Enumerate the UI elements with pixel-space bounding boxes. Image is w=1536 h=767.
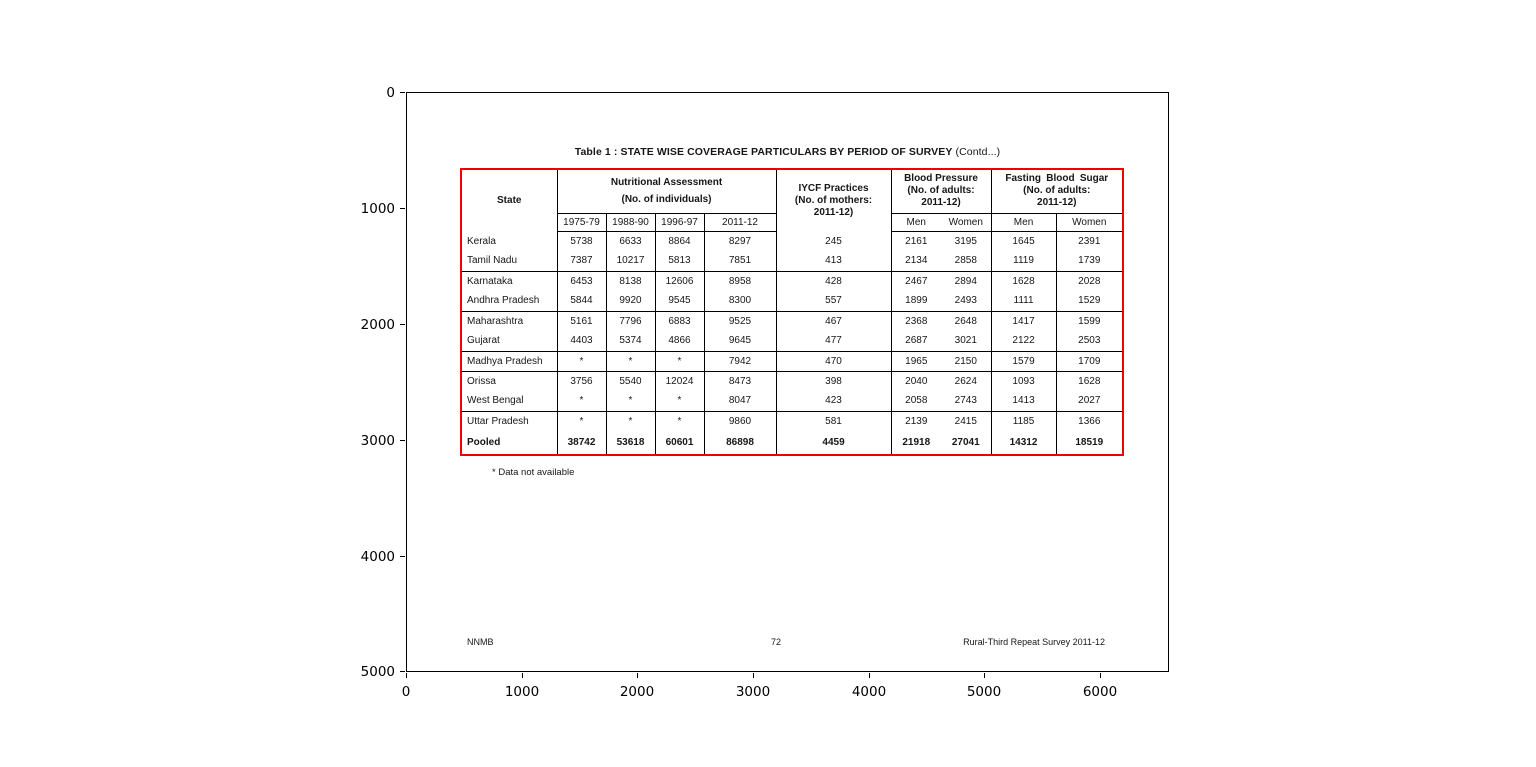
- cell-value: 7851: [704, 251, 776, 271]
- header-iycf: [776, 169, 891, 231]
- cell-value: 581: [776, 411, 891, 431]
- cell-value: 423: [776, 391, 891, 411]
- table-row: [461, 311, 1123, 331]
- y-tick-label: 4000: [360, 549, 395, 565]
- cell-value: 2150: [941, 351, 991, 371]
- cell-value: *: [655, 351, 704, 371]
- cell-value: *: [606, 411, 655, 431]
- header-na-line2: (No. of individuals): [621, 193, 712, 205]
- table-row: [461, 431, 1123, 455]
- x-tick-mark: [637, 673, 638, 678]
- cell-value: *: [606, 351, 655, 371]
- y-tick-mark: [400, 440, 405, 441]
- table-row: [461, 291, 1123, 311]
- cell-value: 7387: [557, 251, 606, 271]
- cell-value: 1965: [891, 351, 941, 371]
- header-blood-pressure: [891, 169, 991, 213]
- document-title-contd: (Contd...): [955, 146, 1001, 158]
- footer-org: NNMB: [467, 637, 494, 647]
- header-iycf-line1: IYCF Practices: [798, 182, 869, 194]
- cell-value: 2028: [1056, 271, 1123, 291]
- cell-value: 8138: [606, 271, 655, 291]
- cell-value: 10217: [606, 251, 655, 271]
- cell-value: 8297: [704, 231, 776, 251]
- footnote: * Data not available: [492, 467, 575, 478]
- footer-page-number: 72: [770, 637, 781, 647]
- header-year-1988-90: 1988-90: [606, 213, 655, 231]
- cell-value: 5844: [557, 291, 606, 311]
- cell-value: 1413: [991, 391, 1056, 411]
- cell-value: 9525: [704, 311, 776, 331]
- cell-value: 5738: [557, 231, 606, 251]
- cell-value: 413: [776, 251, 891, 271]
- header-bp-line3: 2011-12): [921, 197, 961, 209]
- cell-state: Tamil Nadu: [461, 251, 557, 271]
- table-row: [461, 331, 1123, 351]
- header-nutritional-assessment: [557, 169, 776, 213]
- cell-value: 27041: [941, 431, 991, 455]
- cell-value: 4403: [557, 331, 606, 351]
- x-tick-mark: [522, 673, 523, 678]
- cell-value: 2027: [1078, 395, 1101, 407]
- document-title-main: Table 1 : STATE WISE COVERAGE PARTICULARS BY PERIOD OF SURVEY: [574, 146, 953, 158]
- cell-value: *: [655, 391, 704, 411]
- cell-value: 2139: [891, 411, 941, 431]
- cell-value: 1628: [1056, 371, 1123, 391]
- header-year-1975-79: 1975-79: [557, 213, 606, 231]
- cell-value: 1739: [1078, 255, 1101, 267]
- cell-value: 12024: [655, 371, 704, 391]
- cell-value: 2467: [891, 271, 941, 291]
- cell-value: 2493: [941, 291, 991, 311]
- x-tick-label: 5000: [966, 684, 1002, 700]
- cell-value: 4866: [655, 331, 704, 351]
- cell-state: Orissa: [461, 371, 557, 391]
- cell-value: 8047: [704, 391, 776, 411]
- cell-value: 86898: [704, 431, 776, 455]
- coverage-table: [460, 168, 1124, 456]
- cell-value: 1366: [1056, 411, 1123, 431]
- cell-value: 2894: [941, 271, 991, 291]
- cell-value: 12606: [655, 271, 704, 291]
- x-tick-label: 3000: [735, 684, 771, 700]
- header-na-line1: Nutritional Assessment: [610, 176, 723, 188]
- y-tick-mark: [400, 208, 405, 209]
- x-tick-mark: [406, 673, 407, 678]
- cell-value: 9860: [704, 411, 776, 431]
- cell-value: 398: [776, 371, 891, 391]
- cell-value: 4459: [776, 431, 891, 455]
- cell-value: 245: [776, 231, 891, 251]
- cell-value: 53618: [606, 431, 655, 455]
- table-row: [461, 411, 1123, 431]
- cell-state: Kerala: [461, 231, 557, 251]
- cell-value: 1185: [991, 411, 1056, 431]
- cell-value: 1529: [1078, 295, 1101, 307]
- x-tick-label: 2000: [619, 684, 655, 700]
- y-tick-label: 0: [386, 85, 395, 101]
- table-row: [461, 271, 1123, 291]
- cell-value: 2415: [941, 411, 991, 431]
- cell-value: 8473: [704, 371, 776, 391]
- cell-value: 8300: [704, 291, 776, 311]
- cell-value: 1645: [991, 231, 1056, 251]
- scanned-page: [406, 92, 1169, 672]
- header-bp-men: Men: [891, 213, 941, 231]
- cell-value: 9645: [704, 331, 776, 351]
- header-year-2011-12: 2011-12: [704, 213, 776, 231]
- header-fbs-line3: 2011-12): [1037, 197, 1077, 209]
- cell-value: 2134: [905, 255, 928, 267]
- y-tick-mark: [400, 671, 405, 672]
- cell-state: Uttar Pradesh: [461, 411, 557, 431]
- cell-value: 2624: [941, 371, 991, 391]
- cell-value: 7942: [704, 351, 776, 371]
- cell-value: 2161: [905, 235, 928, 247]
- cell-value: 5161: [557, 311, 606, 331]
- cell-value: *: [655, 411, 704, 431]
- cell-value: *: [557, 391, 606, 411]
- cell-value: 3195: [941, 231, 991, 251]
- header-fbs-women: Women: [1056, 213, 1123, 231]
- cell-value: 3021: [941, 331, 991, 351]
- cell-value: 2858: [941, 251, 991, 271]
- cell-value: *: [557, 411, 606, 431]
- cell-value: 6633: [606, 231, 655, 251]
- header-iycf-line2: (No. of mothers:: [794, 194, 873, 206]
- cell-value: 1628: [991, 271, 1056, 291]
- cell-value: 18519: [1075, 437, 1104, 448]
- document-title: [406, 146, 1169, 158]
- table-row: [461, 351, 1123, 371]
- cell-state: Karnataka: [461, 271, 557, 291]
- cell-value: 477: [776, 331, 891, 351]
- cell-value: 21918: [902, 437, 931, 448]
- y-tick-label: 5000: [360, 664, 395, 680]
- x-tick-label: 6000: [1082, 684, 1118, 700]
- cell-value: 1119: [991, 251, 1056, 271]
- x-tick-label: 1000: [504, 684, 540, 700]
- cell-value: 8958: [704, 271, 776, 291]
- cell-value: 9545: [655, 291, 704, 311]
- cell-value: 7796: [606, 311, 655, 331]
- cell-value: 1599: [1056, 311, 1123, 331]
- cell-value: 557: [776, 291, 891, 311]
- cell-state: West Bengal: [461, 391, 557, 411]
- header-iycf-line3: 2011-12): [813, 206, 854, 218]
- header-bp-line2: (No. of adults:: [907, 185, 975, 197]
- y-tick-label: 2000: [360, 317, 395, 333]
- cell-value: 1111: [991, 291, 1056, 311]
- table-row: [461, 371, 1123, 391]
- cell-value: 6453: [557, 271, 606, 291]
- y-tick-mark: [400, 556, 405, 557]
- cell-value: *: [557, 351, 606, 371]
- y-tick-label: 1000: [360, 201, 395, 217]
- header-fbs-line1: Fasting Blood Sugar: [1005, 173, 1109, 185]
- header-bp-line1: Blood Pressure: [904, 173, 978, 185]
- cell-value: 428: [776, 271, 891, 291]
- header-bp-women: Women: [941, 213, 991, 231]
- cell-value: 5540: [606, 371, 655, 391]
- y-tick-mark: [400, 92, 405, 93]
- cell-value: 1093: [991, 371, 1056, 391]
- table-row: [461, 231, 1123, 251]
- cell-value: 5813: [655, 251, 704, 271]
- cell-value: 9920: [606, 291, 655, 311]
- cell-value: 14312: [991, 431, 1056, 455]
- cell-state: Pooled: [461, 431, 557, 455]
- cell-state: Gujarat: [461, 331, 557, 351]
- table-row: [461, 391, 1123, 411]
- cell-value: 2648: [941, 311, 991, 331]
- x-tick-label: 0: [401, 684, 411, 700]
- cell-value: 2391: [1078, 235, 1101, 247]
- cell-state: Madhya Pradesh: [461, 351, 557, 371]
- cell-value: 2368: [891, 311, 941, 331]
- cell-value: 2040: [891, 371, 941, 391]
- cell-value: 2122: [991, 331, 1056, 351]
- header-fbs-men: Men: [991, 213, 1056, 231]
- footer-survey: Rural-Third Repeat Survey 2011-12: [963, 637, 1105, 647]
- x-tick-label: 4000: [851, 684, 887, 700]
- y-tick-mark: [400, 324, 405, 325]
- cell-value: 3756: [557, 371, 606, 391]
- x-tick-mark: [869, 673, 870, 678]
- x-tick-mark: [984, 673, 985, 678]
- y-tick-label: 3000: [360, 433, 395, 449]
- cell-value: 1709: [1056, 351, 1123, 371]
- cell-state: Andhra Pradesh: [461, 291, 557, 311]
- cell-value: 470: [776, 351, 891, 371]
- x-tick-mark: [753, 673, 754, 678]
- header-fasting-blood-sugar: [991, 169, 1123, 213]
- cell-value: 5374: [606, 331, 655, 351]
- table-row: [461, 251, 1123, 271]
- cell-value: 1579: [991, 351, 1056, 371]
- cell-value: 1417: [991, 311, 1056, 331]
- cell-value: 2503: [1078, 335, 1101, 347]
- table-body: [461, 231, 1123, 455]
- cell-value: *: [606, 391, 655, 411]
- header-fbs-line2: (No. of adults:: [1023, 185, 1091, 197]
- cell-value: 467: [776, 311, 891, 331]
- cell-value: 38742: [557, 431, 606, 455]
- cell-value: 8864: [655, 231, 704, 251]
- header-state: State: [461, 169, 557, 231]
- cell-value: 2687: [905, 335, 928, 347]
- cell-value: 6883: [655, 311, 704, 331]
- cell-state: Maharashtra: [461, 311, 557, 331]
- header-year-1996-97: 1996-97: [655, 213, 704, 231]
- x-tick-mark: [1100, 673, 1101, 678]
- cell-value: 1899: [905, 295, 928, 307]
- cell-value: 2058: [905, 395, 928, 407]
- cell-value: 60601: [655, 431, 704, 455]
- cell-value: 2743: [941, 391, 991, 411]
